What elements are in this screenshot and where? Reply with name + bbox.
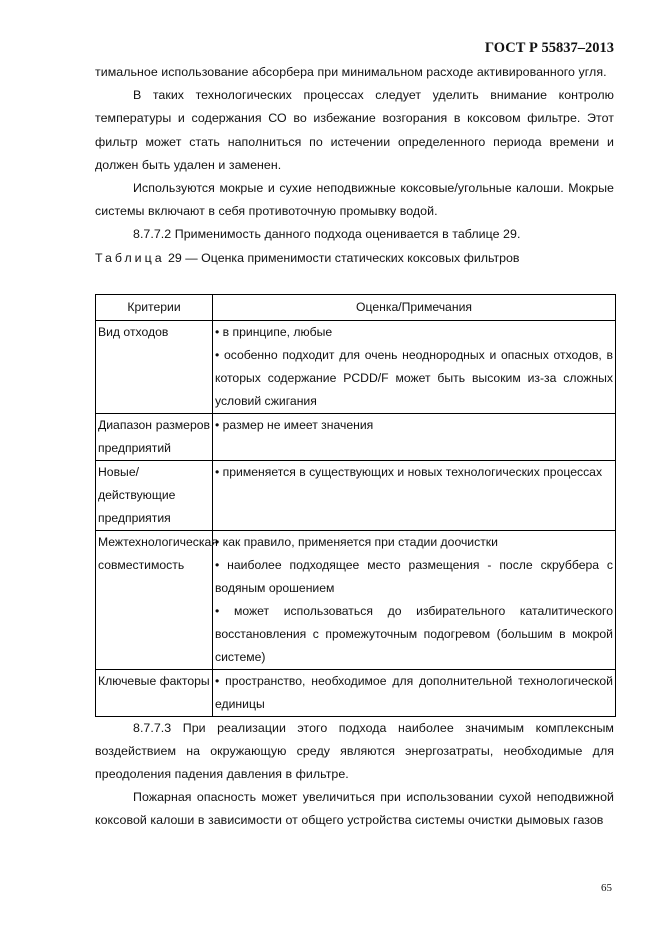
standard-header: ГОСТ Р 55837–2013 (484, 40, 614, 56)
note-item: • пространство, необходимое для дополнительной технологической единицы (215, 673, 613, 711)
notes-cell (213, 669, 616, 716)
notes-cell (213, 460, 616, 530)
criteria-column-header: Критерии (96, 294, 213, 320)
table-row (96, 460, 616, 530)
paragraph-temperature-control: В таких технологических процессах следует уделить внимание контролю температуры и содержания СО во избежание возгорания в коксовом фильтре. Этот фильтр может стать наполниться по истечении определенного периода времени и должен быть удален и заменен. (95, 88, 614, 172)
note-item: • применяется в существующих и новых технологических процессах (215, 464, 603, 479)
table-header-row (96, 294, 616, 320)
notes-cell (213, 413, 616, 460)
table-row (96, 669, 616, 716)
note-item: • как правило, применяется при стадии доочистки (215, 534, 498, 549)
paragraph-coke-beds: Используются мокрые и сухие неподвижные коксовые/угольные калоши. Мокрые системы включают в себя противоточную промывку водой. (95, 181, 614, 219)
table-row (96, 530, 616, 669)
note-item: • может использоваться до избирательного каталитического восстановления с промежуточным подогревом (большим в мокрой системе) (215, 603, 613, 664)
body-text (95, 61, 614, 833)
notes-cell (213, 530, 616, 669)
notes-cell (213, 320, 616, 413)
page-number: 65 (601, 882, 612, 894)
table-row (96, 320, 616, 413)
criterion-cell: Новые/действующие предприятия (96, 460, 213, 530)
notes-column-header: Оценка/Примечания (213, 294, 616, 320)
paragraph-section-8-7-7-2: 8.7.7.2 Применимость данного подхода оценивается в таблице 29. (133, 227, 521, 242)
criterion-cell: Межтехнологическая совместимость (96, 530, 213, 669)
note-item: • размер не имеет значения (215, 417, 374, 432)
note-item: • в принципе, любые (215, 324, 333, 339)
paragraph-continuation: тимальное использование абсорбера при минимальном расходе активированного угля. (95, 65, 607, 79)
criterion-cell: Вид отходов (96, 320, 213, 413)
note-item: • наиболее подходящее место размещения - после скруббера с водяным орошением (215, 557, 613, 595)
table-caption (95, 247, 614, 270)
note-item: • особенно подходит для очень неоднородных и опасных отходов, в которых содержание PCDD/F может быть высоким из-за сложных условий сжигания (215, 347, 613, 408)
paragraph-fire-hazard: Пожарная опасность может увеличиться при использовании сухой неподвижной коксовой калоши в зависимости от общего устройства системы очистки дымовых газов (95, 790, 614, 828)
paragraph-section-8-7-7-3: 8.7.7.3 При реализации этого подхода наиболее значимым комплексным воздействием на окружающую среду являются энергозатраты, необходимые для преодоления падения давления в фильтре. (95, 720, 614, 782)
criterion-cell: Диапазон размеров предприятий (96, 413, 213, 460)
table-caption-label: Таблица (95, 250, 165, 265)
table-caption-title: 29 — Оценка применимости статических коксовых фильтров (164, 250, 520, 265)
table-row (96, 413, 616, 460)
applicability-table (95, 294, 616, 717)
criterion-cell: Ключевые факторы (96, 669, 213, 716)
